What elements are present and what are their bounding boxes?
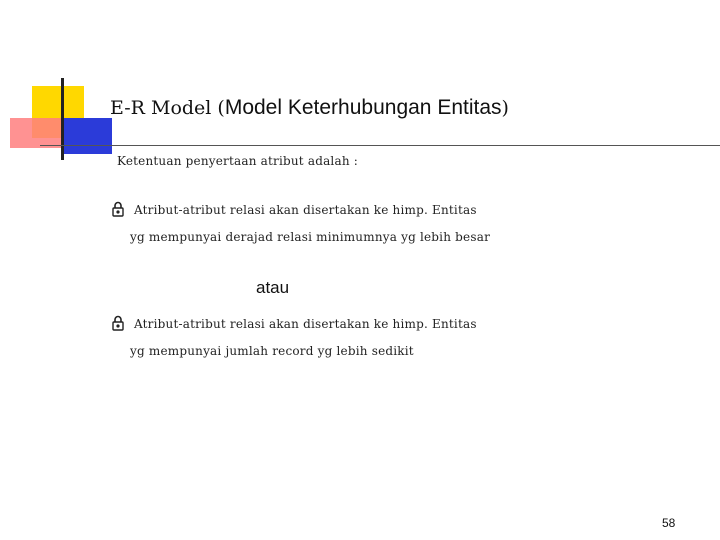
bullet-line-1: Atribut-atribut relasi akan disertakan ke himp. Entitas [134, 317, 477, 331]
decor-pink-square [10, 118, 62, 148]
decor-blue-square [62, 118, 112, 154]
separator-word: atau [256, 278, 290, 297]
page-number: 58 [662, 516, 676, 530]
title-sans-part: Model Keterhubungan Entitas [224, 96, 502, 119]
lock-icon [112, 315, 126, 339]
lead-text: Ketentuan penyertaan atribut adalah : [117, 154, 359, 168]
bullet-line-1: Atribut-atribut relasi akan disertakan ke himp. Entitas [134, 203, 477, 217]
bullet-line-2: yg mempunyai derajad relasi minimumnya yg lebih besar [130, 230, 491, 244]
decor-vertical-line [61, 78, 64, 160]
bullet-item [112, 312, 477, 363]
title-divider-line [40, 145, 720, 146]
bullet-line-2: yg mempunyai jumlah record yg lebih sedikit [130, 344, 414, 358]
lock-icon [112, 201, 126, 225]
slide-title [110, 96, 509, 120]
title-serif-part-2: ) [501, 97, 509, 119]
title-serif-part-1: E-R Model ( [110, 97, 225, 119]
bullet-item [112, 198, 490, 249]
